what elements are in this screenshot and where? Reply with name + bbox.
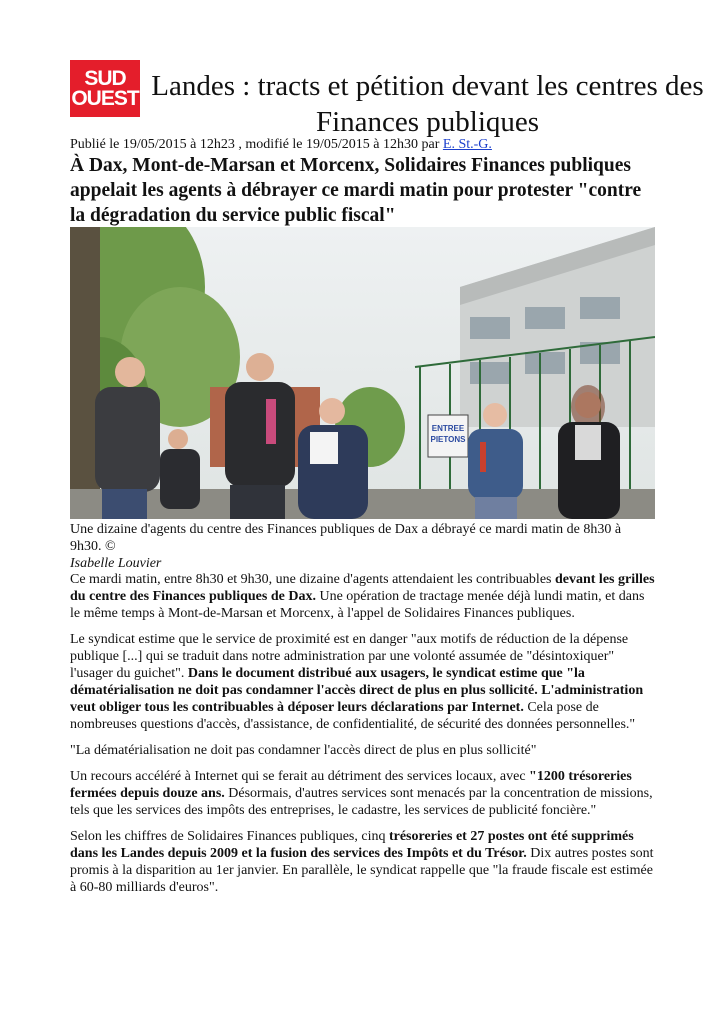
p2-bold: Dans le document distribué aux usagers, le syndicat estime que "la dématérialisation ne doit pas condamner l'accès direct de plus en plus sollicité. L'administration veut obliger tous les contribuables à déposer leurs déclarations par Internet. — [70, 666, 644, 715]
p1-text-end: Une opération de tractage menée déjà lundi matin, et dans le même temps à Mont-de-Marsan et Morcenx, à l'appel de Solidaires Finances publiques. — [70, 589, 645, 621]
caption-text: Une dizaine d'agents du centre des Finances publiques de Dax a débrayé ce mardi matin de 8h30 à 9h30. © — [70, 522, 622, 554]
p4-text: Un recours accéléré à Internet qui se ferait au détriment des services locaux, avec — [70, 769, 530, 784]
p2-text-end: Cela pose de nombreuses questions d'accès, d'assistance, de confidentialité, de sécurité des données personnelles." — [70, 700, 636, 732]
p5-text: Selon les chiffres de Solidaires Finances publiques, cinq — [70, 829, 389, 844]
p1-bold: devant les grilles du centre des Finances publiques de Dax. — [70, 572, 655, 604]
p5-bold: trésoreries et 27 postes ont été supprimés dans les Landes depuis 2009 et la fusion des services des Impôts et du Trésor. — [70, 829, 634, 861]
article-lead: À Dax, Mont-de-Marsan et Morcenx, Solidaires Finances publiques appelait les agents à débrayer ce mardi matin pour protester "contre la dégradation du service public fiscal" — [70, 155, 642, 226]
paragraph-5 — [70, 828, 655, 896]
sign-line-1: ENTREE — [431, 424, 465, 433]
caption-credit: Isabelle Louvier — [70, 556, 162, 571]
p1-text: Ce mardi matin, entre 8h30 et 9h30, une dizaine d'agents attendaient les contribuables — [70, 572, 555, 587]
article-photo — [70, 227, 655, 519]
p2-text: Le syndicat estime que le service de proximité est en danger "aux motifs de réduction de la dépense publique [...] qui se traduit dans notre administration par une volonté assumée de "désintoxiquer" l'usager du guichet". — [70, 632, 629, 681]
paragraph-3-quote: "La dématérialisation ne doit pas condamner l'accès direct de plus en plus sollicité" — [70, 743, 537, 758]
author-link[interactable]: E. St.-G. — [442, 137, 492, 152]
paragraph-4 — [70, 768, 655, 819]
byline-text: Publié le 19/05/2015 à 12h23 , modifié le 19/05/2015 à 12h30 par — [70, 137, 443, 152]
paragraph-1 — [70, 571, 655, 622]
sud-ouest-logo[interactable] — [70, 60, 140, 117]
p4-bold: "1200 trésoreries fermées depuis douze ans. — [70, 769, 632, 801]
logo-line-2: OUEST — [71, 86, 139, 110]
byline — [70, 137, 492, 153]
photo-caption — [70, 521, 655, 572]
p5-text-end: Dix autres postes sont promis à la disparition au 1er janvier. En parallèle, le syndicat rappelle que "la fraude fiscale est estimée à 60-80 milliards d'euros". — [70, 846, 654, 895]
p4-text-end: Désormais, d'autres services sont menacés par la concentration de missions, tels que les services des impôts des entreprises, le cadastre, les services de publicité foncière." — [70, 786, 653, 818]
logo-line-1: SUD — [84, 66, 126, 90]
sign-line-2: PIETONS — [430, 435, 466, 444]
article-title: Landes : tracts et pétition devant les centres des Finances publiques — [151, 70, 704, 138]
article-body — [70, 571, 655, 905]
paragraph-2 — [70, 631, 655, 733]
